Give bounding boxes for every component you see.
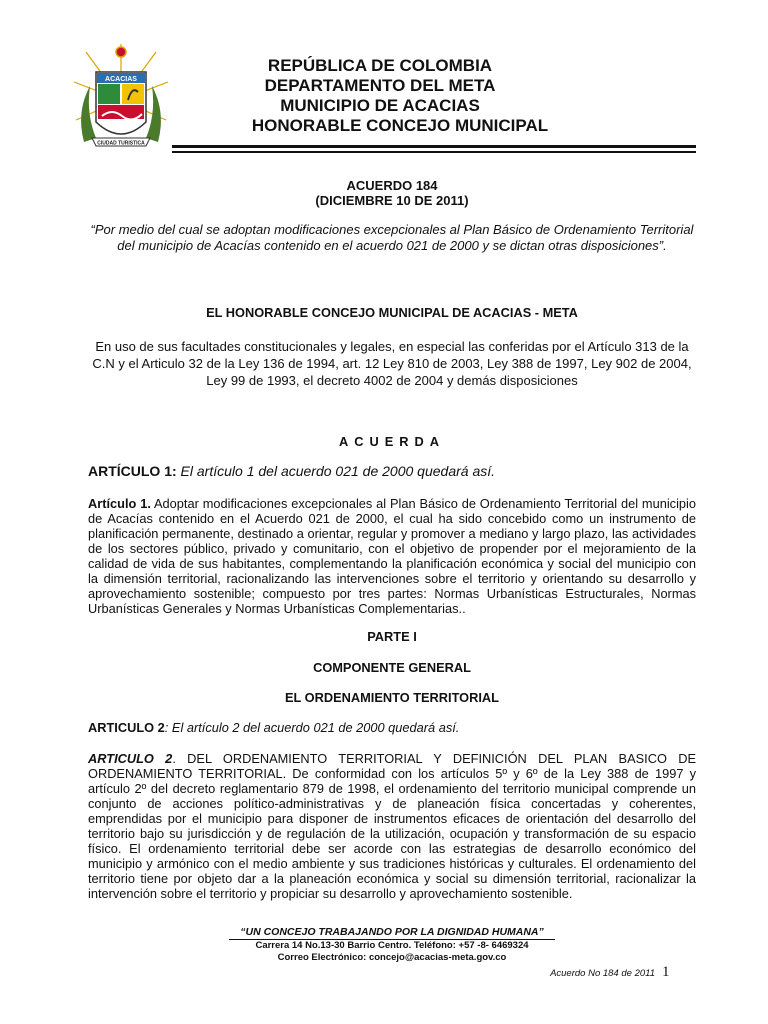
intro-paragraph: En uso de sus facultades constitucionales y legales, en especial las conferidas por el Artículo 313 de la C.N y el Articulo 32 de la Ley 136 de 1994, art. 12 Ley 810 de 2003, Ley 388 de 1997, Ley 902 de 2004, Ley 99 de 1993, el decreto 4002 de 2004 y demás disposiciones [92,339,692,388]
header-department: DEPARTAMENTO DEL META [264,76,496,95]
article-2-body-label: ARTICULO 2 [88,751,173,766]
header-divider-thin [172,151,696,153]
header-council: HONORABLE CONCEJO MUNICIPAL [251,116,549,135]
acuerdo-subject: “Por medio del cual se adoptan modificaciones excepcionales al Plan Básico de Ordenamiento Territorial del municipio de Acacías contenido en el acuerdo 021 de 2000 y se dictan otras disposiciones”. [90,222,694,253]
header-municipality: MUNICIPIO DE ACACIAS [280,96,480,115]
document-header [170,56,590,136]
footer-address: Carrera 14 No.13-30 Barrio Centro. Teléfono: +57 -8- 6469324 [255,940,529,951]
article-1-heading-text: El artículo 1 del acuerdo 021 de 2000 quedará así. [176,463,496,479]
article-2-label: ARTICULO 2 [88,720,165,735]
article-2-heading [88,720,696,735]
crest-banner-label: CIUDAD TURISTICA [97,140,145,147]
ordenamiento-heading: EL ORDENAMIENTO TERRITORIAL [284,690,499,705]
header-country: REPÚBLICA DE COLOMBIA [267,56,493,75]
acuerdo-date: (DICIEMBRE 10 DE 2011) [315,193,469,208]
acuerdo-title [88,178,696,208]
componente-heading: COMPONENTE GENERAL [313,660,471,675]
acuerda-heading: ACUERDA [339,434,445,449]
parte-heading: PARTE I [367,629,417,644]
header-divider-thick [172,145,696,148]
article-1-body-label: Artículo 1. [88,496,151,511]
crest-town-label: ACACIAS [105,76,137,83]
article-2-heading-text: : El artículo 2 del acuerdo 021 de 2000 quedará así. [164,720,460,735]
municipal-crest-logo [72,42,170,160]
article-2-body-text: . DEL ORDENAMIENTO TERRITORIAL Y DEFINICIÓN DEL PLAN BASICO DE ORDENAMIENTO TERRITORIAL. De conformidad con los artículos 5º y 6º de la Ley 388 de 1997 y artículo 2º del decreto reglamentario 879 de 1998, el ordenamiento del territorio municipal comprende un conjunto de acciones político-administrativas y de planeación física concertadas y coherentes, emprendidas por el municipio para disponer de instrumentos eficaces de orientación del desarrollo del territorio bajo su jurisdicción y de regulación de la utilización, ocupación y transformación de su espacio físico. El ordenamiento territorial debe ser acorde con las estrategias de desarrollo económico del municipio y armónico con el medio ambiente y sus tradiciones históricas y culturales. El ordenamiento del territorio tiene por objeto dar a la planeación económica y social su dimensión territorial, racionalizar la intervención sobre el territorio y propiciar su desarrollo y aprovechamiento sostenible. [88,751,696,901]
article-1-body [88,496,696,616]
article-1-heading [88,464,696,479]
acuerdo-number: ACUERDO 184 [346,178,438,193]
footer-motto: “UN CONCEJO TRABAJANDO POR LA DIGNIDAD HUMANA” [88,926,696,940]
article-1-body-text: Adoptar modificaciones excepcionales al Plan Básico de Ordenamiento Territorial del municipio de Acacías contenido en el Acuerdo 021 de 2000, el cual ha sido concebido como un instrumento de planificación permanente, destinado a orientar, regular y promover a mediano y largo plazo, las actividades de los sectores público, privado y comunitario, con el objetivo de propender por el mejoramiento de la calidad de vida de sus habitantes, complementando la planificación económica y social del municipio con la dimensión territorial, racionalizando las intervenciones sobre el territorio y orientando su desarrollo y aprovechamiento sostenible; compuesto por tres partes: Normas Urbanísticas Estructurales, Normas Urbanísticas Generales y Normas Urbanísticas Complementarias.. [88,496,696,616]
concejo-heading: EL HONORABLE CONCEJO MUNICIPAL DE ACACIAS - META [206,305,578,320]
article-1-label: ARTÍCULO 1: [88,463,177,479]
page-reference: Acuerdo No 184 de 2011 [550,968,655,979]
article-2-body [88,751,696,901]
page-number: 1 [662,964,670,980]
footer-email: Correo Electrónico: concejo@acacias-meta.gov.co [277,952,507,963]
